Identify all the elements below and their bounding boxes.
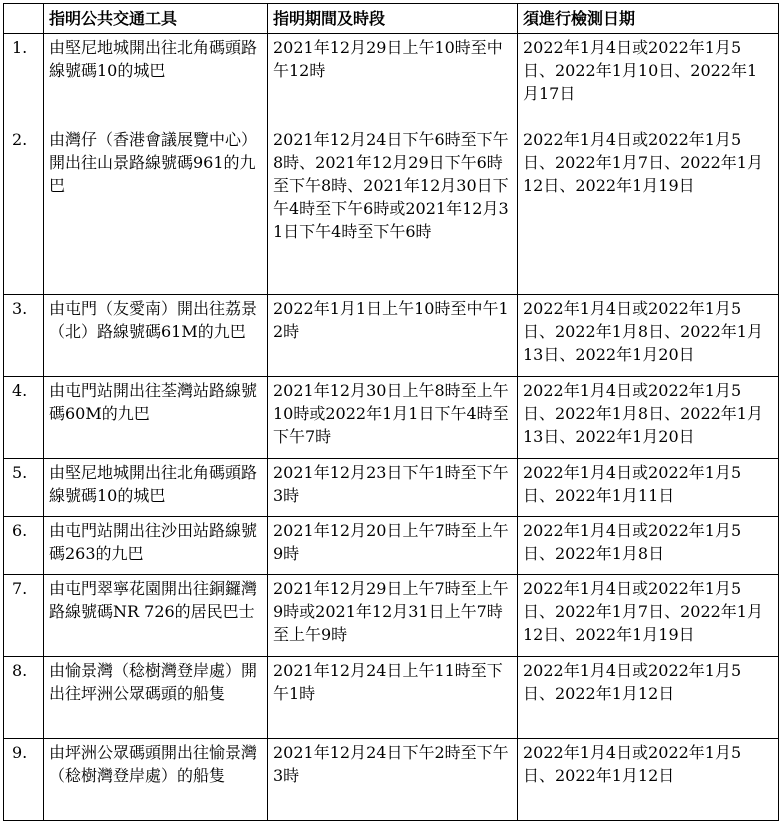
table-row — [4, 34, 779, 295]
row-num: 1. — [12, 38, 28, 57]
dates-text: 2022年1月4日或2022年1月5日、2022年1月7日、2022年1月12日、2022年1月19日 — [523, 130, 763, 195]
table-row — [4, 575, 779, 657]
dates-text: 2022年1月4日或2022年1月5日、2022年1月12日 — [518, 739, 779, 821]
period-text: 2021年12月23日下午1時至下午3時 — [268, 459, 518, 517]
period-text: 2021年12月20日上午7時至上午9時 — [268, 517, 518, 575]
header-num — [4, 4, 44, 34]
row-num-cell — [4, 34, 44, 295]
table-row — [4, 739, 779, 821]
table-row — [4, 657, 779, 739]
dates-text: 2022年1月4日或2022年1月5日、2022年1月10日、2022年1月17日 — [523, 38, 758, 103]
table-row — [4, 295, 779, 377]
vehicle-text: 由屯門（友愛南）開出往荔景（北）路線號碼61M的九巴 — [44, 295, 268, 377]
period-text: 2021年12月29日上午7時至上午9時或2021年12月31日上午7時至上午9時 — [268, 575, 518, 657]
vehicle-text: 由灣仔（香港會議展覽中心）開出往山景路線號碼961的九巴 — [49, 130, 258, 195]
row-num: 5. — [4, 459, 44, 517]
row-num: 4. — [4, 377, 44, 459]
row-num: 6. — [4, 517, 44, 575]
header-row — [4, 4, 779, 34]
row-num: 2. — [12, 130, 28, 149]
row-num: 7. — [4, 575, 44, 657]
period-text: 2021年12月24日上午11時至下午1時 — [268, 657, 518, 739]
vehicle-text: 由坪洲公眾碼頭開出往愉景灣（稔樹灣登岸處）的船隻 — [44, 739, 268, 821]
vehicle-text: 由堅尼地城開出往北角碼頭路線號碼10的城巴 — [44, 459, 268, 517]
header-dates: 須進行檢測日期 — [518, 4, 779, 34]
vehicle-text: 由屯門站開出往荃灣站路線號碼60M的九巴 — [44, 377, 268, 459]
dates-text: 2022年1月4日或2022年1月5日、2022年1月7日、2022年1月12日、2022年1月19日 — [518, 575, 779, 657]
vehicle-text: 由屯門站開出往沙田站路線號碼263的九巴 — [44, 517, 268, 575]
period-cell — [268, 34, 518, 295]
period-text: 2021年12月24日下午2時至下午3時 — [268, 739, 518, 821]
dates-cell — [518, 34, 779, 295]
vehicle-text: 由堅尼地城開出往北角碼頭路線號碼10的城巴 — [49, 38, 258, 80]
row-num: 9. — [4, 739, 44, 821]
dates-text: 2022年1月4日或2022年1月5日、2022年1月12日 — [518, 657, 779, 739]
period-text: 2021年12月30日上午8時至上午10時或2022年1月1日下午4時至下午7時 — [268, 377, 518, 459]
vehicle-text: 由屯門翠寧花園開出往銅鑼灣路線號碼NR 726的居民巴士 — [44, 575, 268, 657]
period-text: 2022年1月1日上午10時至中午12時 — [268, 295, 518, 377]
period-text: 2021年12月24日下午6時至下午8時、2021年12月29日下午6時至下午8時、2021年12月30日下午4時至下午6時或2021年12月31日下午4時至下午6時 — [273, 130, 509, 241]
dates-text: 2022年1月4日或2022年1月5日、2022年1月8日、2022年1月13日、2022年1月20日 — [518, 377, 779, 459]
header-period: 指明期間及時段 — [268, 4, 518, 34]
row-num: 3. — [4, 295, 44, 377]
row-num: 8. — [4, 657, 44, 739]
designated-transport-table — [3, 3, 779, 821]
table-row — [4, 459, 779, 517]
vehicle-text: 由愉景灣（稔樹灣登岸處）開出往坪洲公眾碼頭的船隻 — [44, 657, 268, 739]
header-vehicle: 指明公共交通工具 — [44, 4, 268, 34]
table-row — [4, 517, 779, 575]
table-row — [4, 377, 779, 459]
dates-text: 2022年1月4日或2022年1月5日、2022年1月11日 — [518, 459, 779, 517]
period-text: 2021年12月29日上午10時至中午12時 — [273, 38, 503, 80]
dates-text: 2022年1月4日或2022年1月5日、2022年1月8日、2022年1月13日、2022年1月20日 — [518, 295, 779, 377]
vehicle-cell — [44, 34, 268, 295]
dates-text: 2022年1月4日或2022年1月5日、2022年1月8日 — [518, 517, 779, 575]
